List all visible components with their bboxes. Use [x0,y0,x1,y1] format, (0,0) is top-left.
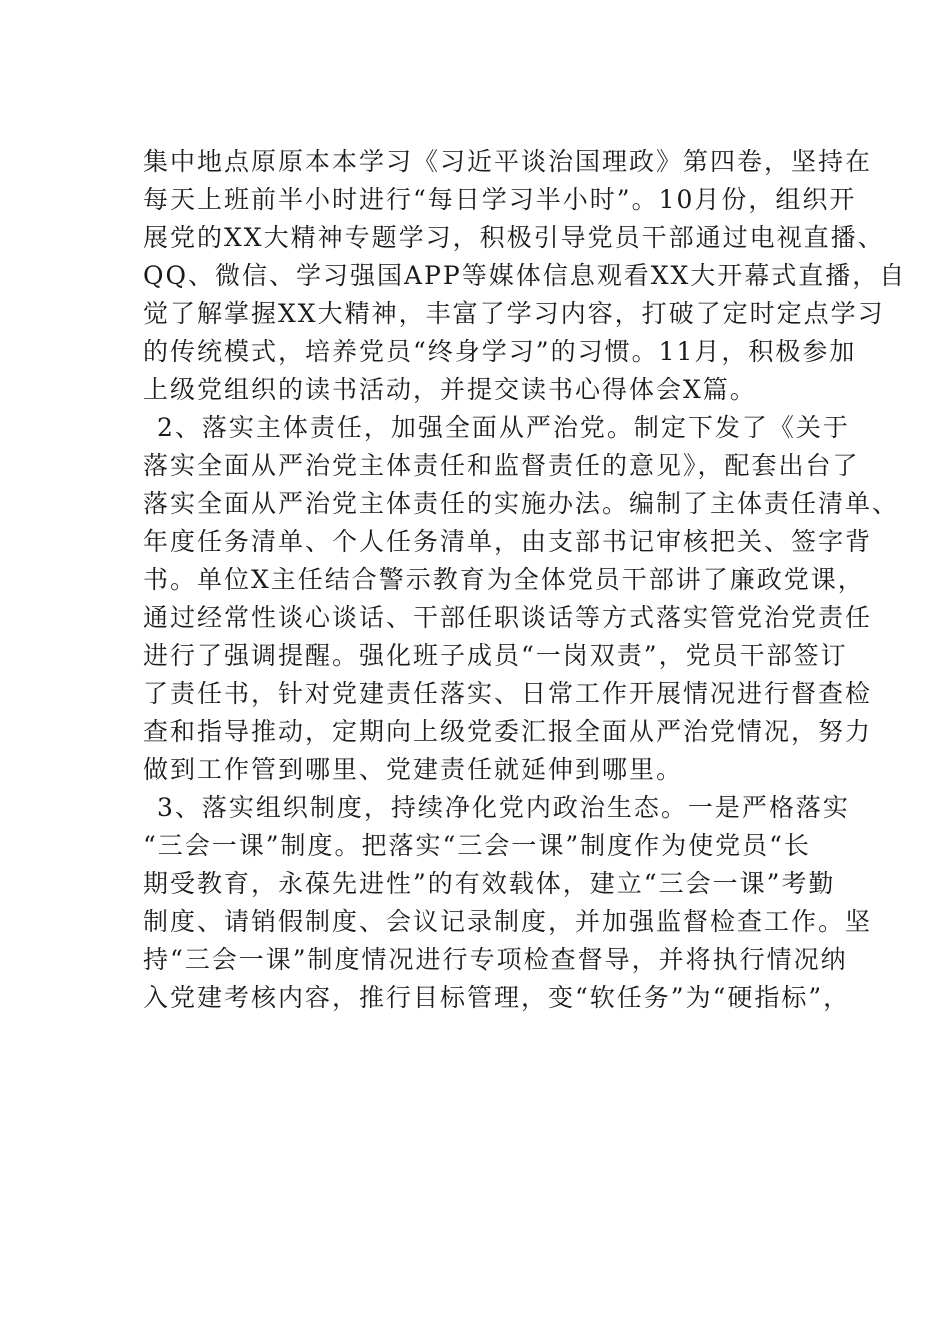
text-line: 觉了解掌握XX大精神，丰富了学习内容，打破了定时定点学习 [143,299,885,328]
text-line: 每天上班前半小时进行“每日学习半小时”。10月份，组织开 [143,185,857,214]
text-line: 落实全面从严治党主体责任的实施办法。编制了主体责任清单、 [143,489,900,518]
document-body [143,143,907,1017]
paragraph-heading-3: 3、落实组织制度，持续净化党内政治生态。一是严格落实 [157,793,850,822]
text-line: 入党建考核内容，推行目标管理，变“软任务”为“硬指标”， [143,983,851,1012]
text-line: 了责任书，针对党建责任落实、日常工作开展情况进行督查检 [143,679,873,708]
text-line: 书。单位X主任结合警示教育为全体党员干部讲了廉政党课， [143,565,865,594]
text-line: 进行了强调提醒。强化班子成员“一岗双责”，党员干部签订 [143,641,848,670]
text-line: 持“三会一课”制度情况进行专项检查督导，并将执行情况纳 [143,945,848,974]
text-line: 年度任务清单、个人任务清单，由支部书记审核把关、签字背 [143,527,873,556]
text-line: 期受教育，永葆先进性”的有效载体，建立“三会一课”考勤 [143,869,836,898]
text-line: 上级党组织的读书活动，并提交读书心得体会X篇。 [143,375,757,404]
text-line: 做到工作管到哪里、党建责任就延伸到哪里。 [143,755,684,784]
text-line: QQ、微信、学习强国APP等媒体信息观看XX大开幕式直播，自 [143,261,907,290]
text-line: 查和指导推动，定期向上级党委汇报全面从严治党情况，努力 [143,717,873,746]
text-line: 制度、请销假制度、会议记录制度，并加强监督检查工作。坚 [143,907,873,936]
text-line: “三会一课”制度。把落实“三会一课”制度作为使党员“长 [143,831,811,860]
text-line: 的传统模式，培养党员“终身学习”的习惯。11月，积极参加 [143,337,857,366]
text-line: 落实全面从严治党主体责任和监督责任的意见》，配套出台了 [143,451,860,480]
text-line: 通过经常性谈心谈话、干部任职谈话等方式落实管党治党责任 [143,603,873,632]
paragraph-heading-2: 2、落实主体责任，加强全面从严治党。制定下发了《关于 [157,413,850,442]
text-line: 集中地点原原本本学习《习近平谈治国理政》第四卷，坚持在 [143,147,873,176]
text-line: 展党的XX大精神专题学习，积极引导党员干部通过电视直播、 [143,223,885,252]
